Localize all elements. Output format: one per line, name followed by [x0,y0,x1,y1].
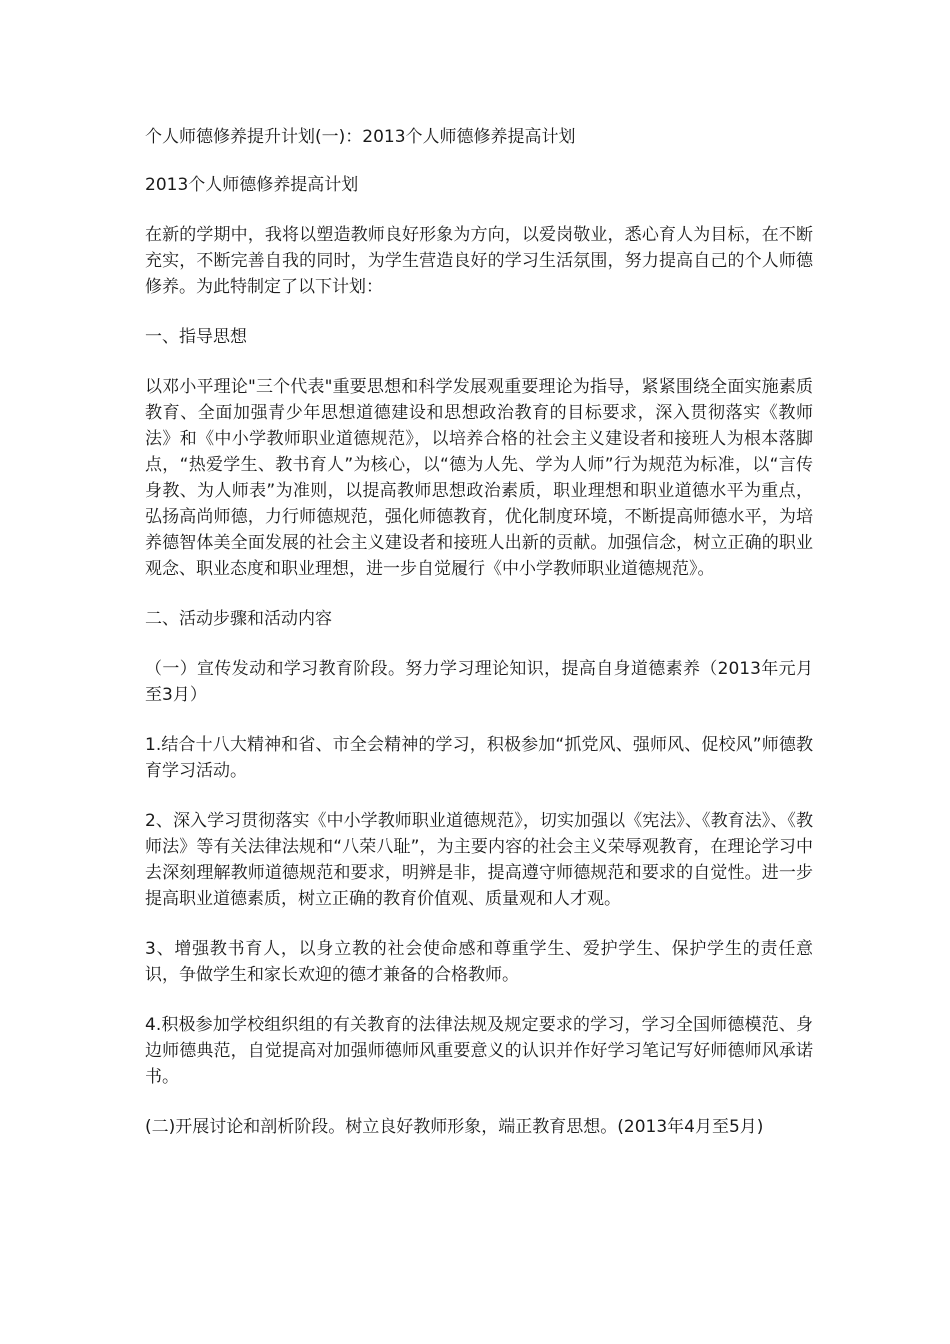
guiding-ideology-paragraph: 以邓小平理论"三个代表"重要思想和科学发展观重要理论为指导，紧紧围绕全面实施素质教育、全面加强青少年思想道德建设和思想政治教育的目标要求，深入贯彻落实《教师法》和《中小学教师职业道德规范》，以培养合格的社会主义建设者和接班人为根本落脚点，“热爱学生、教书育人”为核心，以“德为人先、学为人师”行为规范为标准，以“言传身教、为人师表”为准则，以提高教师思想政治素质，职业理想和职业道德水平为重点，弘扬高尚师德，力行师德规范，强化师德教育，优化制度环境，不断提高师德水平，为培养德智体美全面发展的社会主义建设者和接班人出新的贡献。加强信念，树立正确的职业观念、职业态度和职业理想，进一步自觉履行《中小学教师职业道德规范》。 [145,377,813,579]
section-heading-activities: 二、活动步骤和活动内容 [145,609,332,629]
item-2-paragraph: 2、深入学习贯彻落实《中小学教师职业道德规范》，切实加强以《宪法》、《教育法》、《教师法》等有关法律法规和“八荣八耻”，为主要内容的社会主义荣辱观教育，在理论学习中去深刻理解教师道德规范和要求，明辨是非，提高遵守师德规范和要求的自觉性。进一步提高职业道德素质，树立正确的教育价值观、质量观和人才观。 [145,811,813,909]
stage-two-heading: (二)开展讨论和剖析阶段。树立良好教师形象，端正教育思想。(2013年4月至5月) [145,1117,764,1137]
item-4-paragraph: 4.积极参加学校组织组的有关教育的法律法规及规定要求的学习，学习全国师德模范、身边师德典范，自觉提高对加强师德师风重要意义的认识并作好学习笔记写好师德师风承诺书。 [145,1015,813,1087]
document-title: 个人师德修养提升计划(一)：2013个人师德修养提高计划 [145,127,576,147]
intro-paragraph: 在新的学期中，我将以塑造教师良好形象为方向，以爱岗敬业，悉心育人为目标，在不断充实，不断完善自我的同时，为学生营造良好的学习生活氛围，努力提高自己的个人师德修养。为此特制定了以下计划： [145,225,813,297]
item-1-paragraph: 1.结合十八大精神和省、市全会精神的学习，积极参加“抓党风、强师风、促校风”师德教育学习活动。 [145,735,813,781]
document-page [145,124,813,1164]
stage-one-heading: （一）宣传发动和学习教育阶段。努力学习理论知识，提高自身道德素养（2013年元月至3月） [145,659,813,705]
item-3-paragraph: 3、增强教书育人，以身立教的社会使命感和尊重学生、爱护学生、保护学生的责任意识，争做学生和家长欢迎的德才兼备的合格教师。 [145,939,813,985]
section-heading-guiding-ideology: 一、指导思想 [145,327,247,347]
subtitle: 2013个人师德修养提高计划 [145,175,359,195]
